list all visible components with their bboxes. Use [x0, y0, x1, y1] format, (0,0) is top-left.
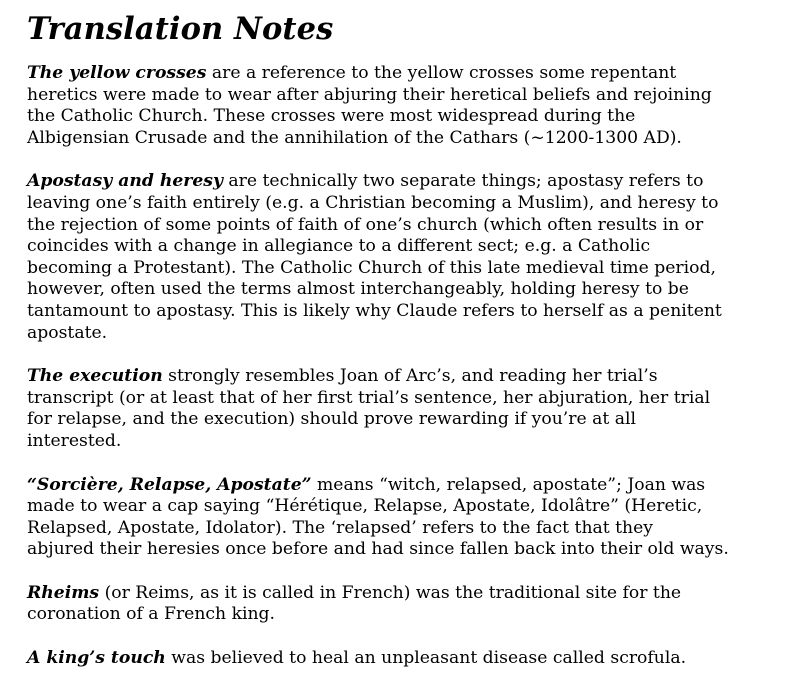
note-line: interested.: [27, 430, 122, 451]
note-line: leaving one’s faith entirely (e.g. a Christian becoming a Muslim), and heresy to: [27, 192, 719, 213]
note-term: “Sorcière, Relapse, Apostate”: [27, 474, 312, 495]
translation-notes-page: [27, 10, 772, 670]
note-term: The execution: [27, 366, 163, 387]
note-line: transcript (or at least that of her first trial’s sentence, her abjuration, her trial: [27, 387, 711, 408]
note-line: heretics were made to wear after abjuring their heretical beliefs and rejoining: [27, 84, 712, 105]
note-line: was believed to heal an unpleasant disease called scrofula.: [165, 648, 687, 669]
note-line: strongly resembles Joan of Arc’s, and reading her trial’s: [162, 366, 658, 387]
note-the-execution: [27, 366, 772, 452]
note-term: The yellow crosses: [27, 63, 207, 83]
note-line: the rejection of some points of faith of one’s church (which often results in or: [27, 214, 704, 235]
note-kings-touch: [27, 648, 772, 670]
note-line: means “witch, relapsed, apostate”; Joan was: [311, 474, 706, 495]
note-line: (or Reims, as it is called in French) was the traditional site for the: [99, 582, 682, 603]
note-line: apostate.: [27, 322, 108, 343]
note-line: coronation of a French king.: [27, 604, 276, 625]
note-line: are a reference to the yellow crosses some repentant: [206, 63, 677, 83]
note-rheims: [27, 583, 772, 626]
note-term: Rheims: [27, 582, 100, 603]
note-line: for relapse, and the execution) should prove rewarding if you’re at all: [27, 409, 636, 430]
note-apostasy-and-heresy: [27, 171, 772, 344]
note-line: coincides with a change in allegiance to a different sect; e.g. a Catholic: [27, 236, 651, 257]
note-line: becoming a Protestant). The Catholic Church of this late medieval time period,: [27, 257, 716, 278]
note-line: abjured their heresies once before and had since fallen back into their old ways.: [27, 539, 729, 560]
note-sorciere-relapse-apostate: [27, 475, 772, 561]
note-yellow-crosses: [27, 63, 772, 149]
note-line: are technically two separate things; apostasy refers to: [222, 171, 704, 192]
note-term: A king’s touch: [27, 648, 166, 669]
note-line: made to wear a cap saying “Hérétique, Relapse, Apostate, Idolâtre” (Heretic,: [27, 496, 703, 517]
note-line: Relapsed, Apostate, Idolator). The ‘relapsed’ refers to the fact that they: [27, 517, 654, 538]
note-line: however, often used the terms almost interchangeably, holding heresy to be: [27, 279, 689, 300]
note-line: the Catholic Church. These crosses were most widespread during the: [27, 106, 636, 127]
note-line: tantamount to apostasy. This is likely why Claude refers to herself as a penitent: [27, 300, 722, 321]
page-title: Translation Notes: [27, 11, 334, 47]
note-term: Apostasy and heresy: [27, 171, 223, 192]
note-line: Albigensian Crusade and the annihilation of the Cathars (~1200-1300 AD).: [27, 127, 682, 148]
